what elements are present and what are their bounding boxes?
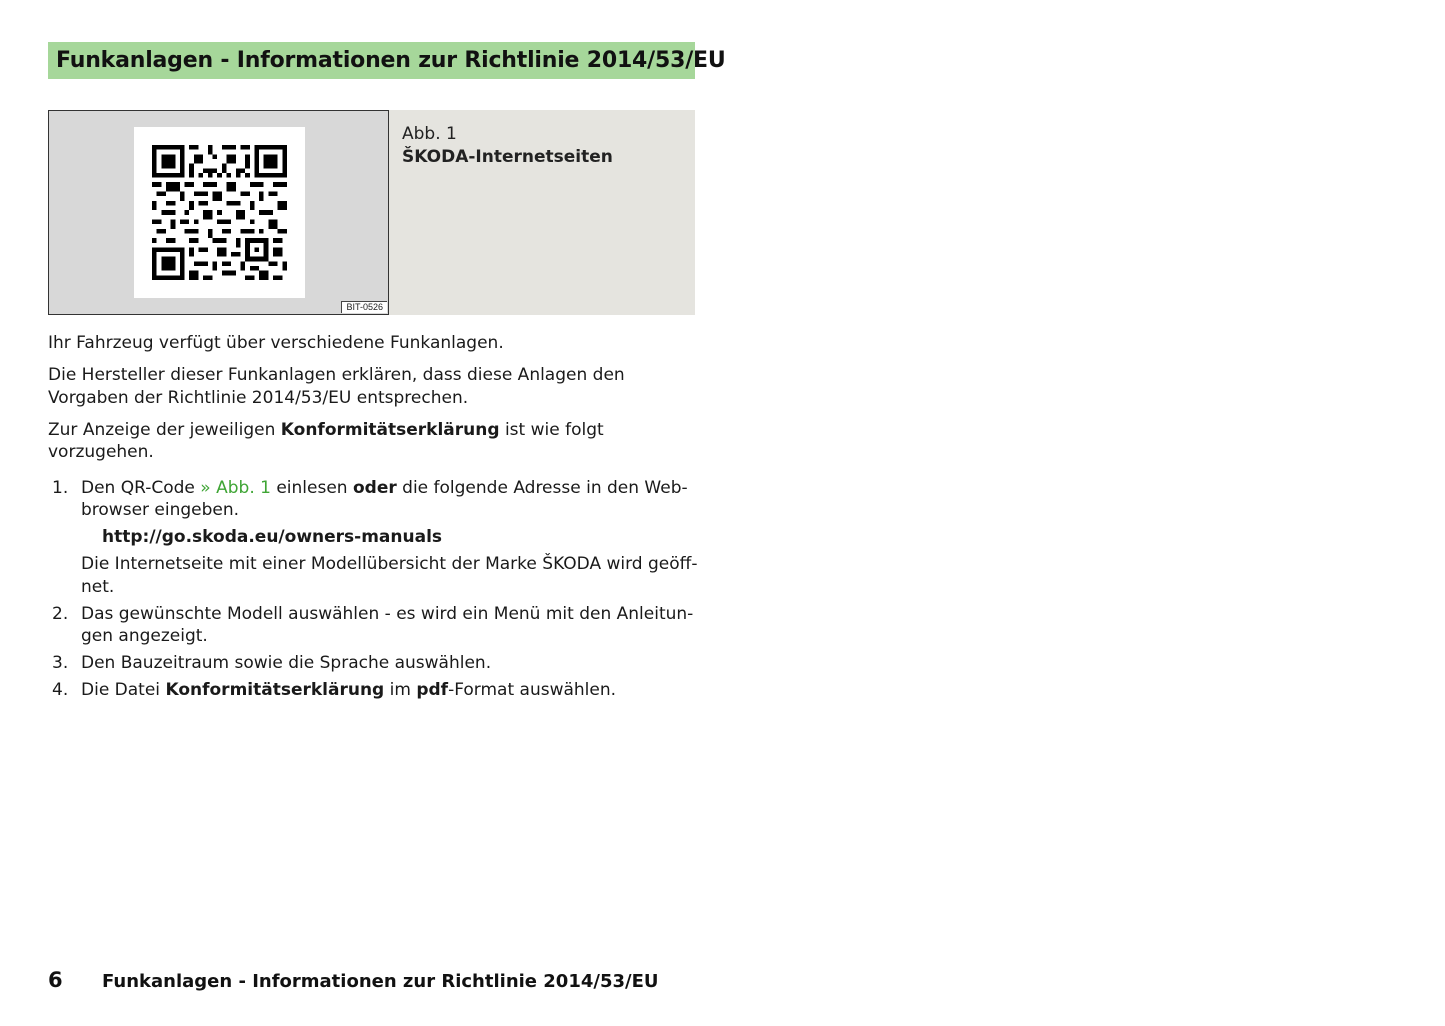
step-text: Den Bauzeitraum sowie die Sprache auswählen. — [81, 653, 492, 673]
figure-label: Abb. 1 — [402, 124, 457, 144]
step-text: Das gewünschte Modell auswählen - es wird ein Menü mit den Anleitun-gen angezeigt. — [81, 603, 694, 646]
step-item — [48, 603, 698, 648]
section-title-bar — [48, 42, 726, 79]
step-item — [48, 679, 698, 702]
paragraph-3 — [48, 419, 698, 464]
step-subtext: Die Internetseite mit einer Modellübersicht der Marke ŠKODA wird geöff-net. — [81, 554, 698, 597]
figure-caption — [402, 123, 613, 169]
section-title: Funkanlagen - Informationen zur Richtlinie 2014/53/EU — [56, 48, 726, 73]
step-number: 1. — [52, 477, 69, 498]
step-bold: Konformitätserklärung — [165, 680, 385, 700]
steps-list — [48, 477, 698, 702]
paragraph-2: Die Hersteller dieser Funkanlagen erklären, dass diese Anlagen den Vorgaben der Richtlinie 2014/53/EU entsprechen. — [48, 365, 625, 408]
figure-box — [48, 110, 695, 315]
step-number: 4. — [52, 680, 69, 700]
qr-code-icon — [152, 145, 287, 280]
paragraph-1: Ihr Fahrzeug verfügt über verschiedene Funkanlagen. — [48, 333, 504, 353]
step-text: im — [389, 680, 411, 700]
step-number: 2. — [52, 603, 69, 624]
step-text: einlesen — [276, 477, 348, 498]
step-text: Den QR-Code — [81, 477, 195, 498]
page-number: 6 — [48, 968, 63, 992]
qr-card — [134, 127, 305, 298]
figure-reference-link[interactable]: » Abb. 1 — [200, 477, 271, 498]
step-text: Die Datei — [81, 680, 161, 700]
figure-title: ŠKODA-Internetseiten — [402, 147, 613, 167]
step-item — [48, 652, 698, 675]
step-item — [48, 477, 698, 599]
figure-image — [48, 110, 389, 315]
step-bold: oder — [352, 477, 397, 498]
step-text: -Format auswählen. — [448, 680, 617, 700]
figure-code: BIT-0526 — [341, 301, 387, 313]
p3-bold: Konformitätserklärung — [280, 419, 500, 440]
step-bold: pdf — [416, 680, 449, 700]
footer-title: Funkanlagen - Informationen zur Richtlinie 2014/53/EU — [102, 971, 659, 992]
step-text: die folgende Adresse in den Web-browser eingeben. — [81, 477, 688, 520]
manuals-url[interactable]: http://go.skoda.eu/owners-manuals — [102, 527, 443, 547]
body-text — [48, 332, 698, 706]
p3-text-after: ist wie folgt vorzugehen. — [48, 419, 604, 462]
p3-text-before: Zur Anzeige der jeweiligen — [48, 419, 276, 440]
step-number: 3. — [52, 653, 69, 673]
page-footer — [48, 966, 658, 996]
